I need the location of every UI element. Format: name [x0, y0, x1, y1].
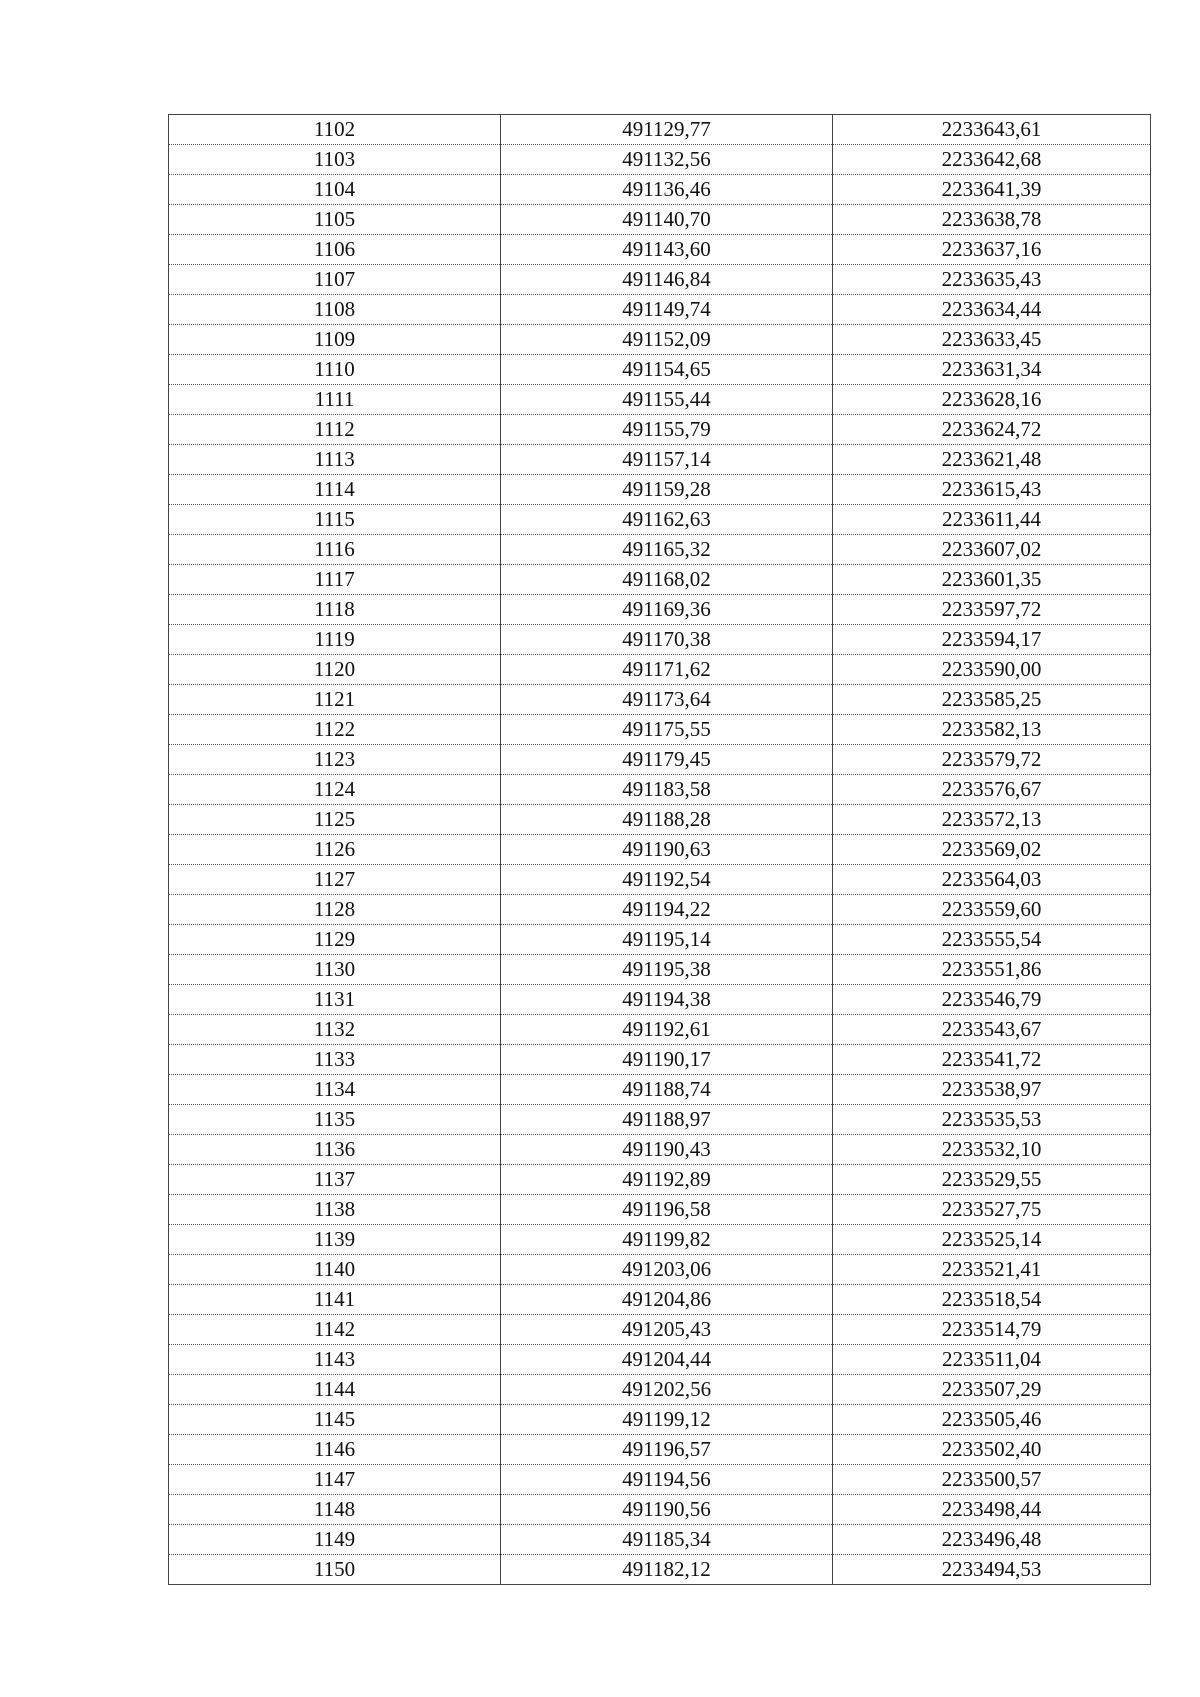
y-coordinate-cell: 2233494,53: [833, 1555, 1151, 1585]
table-row: [169, 775, 1151, 805]
y-coordinate-cell: 2233576,67: [833, 775, 1151, 805]
y-coordinate-cell: 2233555,54: [833, 925, 1151, 955]
point-number-cell: 1114: [169, 475, 501, 505]
point-number-cell: 1126: [169, 835, 501, 865]
table-row: [169, 625, 1151, 655]
table-row: [169, 1345, 1151, 1375]
x-coordinate-cell: 491195,14: [501, 925, 833, 955]
y-coordinate-cell: 2233637,16: [833, 235, 1151, 265]
x-coordinate-cell: 491192,54: [501, 865, 833, 895]
table-row: [169, 925, 1151, 955]
y-coordinate-cell: 2233502,40: [833, 1435, 1151, 1465]
table-row: [169, 1255, 1151, 1285]
table-row: [169, 1105, 1151, 1135]
y-coordinate-cell: 2233641,39: [833, 175, 1151, 205]
table-row: [169, 1495, 1151, 1525]
x-coordinate-cell: 491192,89: [501, 1165, 833, 1195]
x-coordinate-cell: 491202,56: [501, 1375, 833, 1405]
table-row: [169, 1045, 1151, 1075]
y-coordinate-cell: 2233601,35: [833, 565, 1151, 595]
point-number-cell: 1146: [169, 1435, 501, 1465]
point-number-cell: 1112: [169, 415, 501, 445]
y-coordinate-cell: 2233518,54: [833, 1285, 1151, 1315]
x-coordinate-cell: 491155,44: [501, 385, 833, 415]
point-number-cell: 1111: [169, 385, 501, 415]
point-number-cell: 1106: [169, 235, 501, 265]
x-coordinate-cell: 491199,12: [501, 1405, 833, 1435]
y-coordinate-cell: 2233607,02: [833, 535, 1151, 565]
x-coordinate-cell: 491194,38: [501, 985, 833, 1015]
x-coordinate-cell: 491162,63: [501, 505, 833, 535]
y-coordinate-cell: 2233590,00: [833, 655, 1151, 685]
y-coordinate-cell: 2233532,10: [833, 1135, 1151, 1165]
x-coordinate-cell: 491194,22: [501, 895, 833, 925]
point-number-cell: 1137: [169, 1165, 501, 1195]
table-row: [169, 1525, 1151, 1555]
point-number-cell: 1116: [169, 535, 501, 565]
x-coordinate-cell: 491175,55: [501, 715, 833, 745]
point-number-cell: 1115: [169, 505, 501, 535]
y-coordinate-cell: 2233611,44: [833, 505, 1151, 535]
point-number-cell: 1102: [169, 115, 501, 145]
point-number-cell: 1110: [169, 355, 501, 385]
table-row: [169, 1165, 1151, 1195]
y-coordinate-cell: 2233527,75: [833, 1195, 1151, 1225]
y-coordinate-cell: 2233541,72: [833, 1045, 1151, 1075]
point-number-cell: 1135: [169, 1105, 501, 1135]
x-coordinate-cell: 491205,43: [501, 1315, 833, 1345]
y-coordinate-cell: 2233643,61: [833, 115, 1151, 145]
y-coordinate-cell: 2233633,45: [833, 325, 1151, 355]
y-coordinate-cell: 2233496,48: [833, 1525, 1151, 1555]
point-number-cell: 1142: [169, 1315, 501, 1345]
point-number-cell: 1140: [169, 1255, 501, 1285]
x-coordinate-cell: 491190,17: [501, 1045, 833, 1075]
point-number-cell: 1132: [169, 1015, 501, 1045]
x-coordinate-cell: 491182,12: [501, 1555, 833, 1585]
point-number-cell: 1128: [169, 895, 501, 925]
point-number-cell: 1147: [169, 1465, 501, 1495]
point-number-cell: 1129: [169, 925, 501, 955]
point-number-cell: 1108: [169, 295, 501, 325]
table-row: [169, 1375, 1151, 1405]
y-coordinate-cell: 2233634,44: [833, 295, 1151, 325]
table-row: [169, 445, 1151, 475]
table-row: [169, 115, 1151, 145]
x-coordinate-cell: 491196,58: [501, 1195, 833, 1225]
table-row: [169, 865, 1151, 895]
x-coordinate-cell: 491146,84: [501, 265, 833, 295]
point-number-cell: 1149: [169, 1525, 501, 1555]
y-coordinate-cell: 2233594,17: [833, 625, 1151, 655]
table-row: [169, 1405, 1151, 1435]
table-row: [169, 685, 1151, 715]
table-row: [169, 1465, 1151, 1495]
table-row: [169, 535, 1151, 565]
table-row: [169, 1285, 1151, 1315]
x-coordinate-cell: 491136,46: [501, 175, 833, 205]
point-number-cell: 1130: [169, 955, 501, 985]
x-coordinate-cell: 491154,65: [501, 355, 833, 385]
point-number-cell: 1144: [169, 1375, 501, 1405]
table-row: [169, 835, 1151, 865]
table-row: [169, 145, 1151, 175]
point-number-cell: 1143: [169, 1345, 501, 1375]
point-number-cell: 1107: [169, 265, 501, 295]
x-coordinate-cell: 491183,58: [501, 775, 833, 805]
table-row: [169, 715, 1151, 745]
y-coordinate-cell: 2233546,79: [833, 985, 1151, 1015]
y-coordinate-cell: 2233642,68: [833, 145, 1151, 175]
x-coordinate-cell: 491194,56: [501, 1465, 833, 1495]
point-number-cell: 1119: [169, 625, 501, 655]
x-coordinate-cell: 491190,63: [501, 835, 833, 865]
point-number-cell: 1133: [169, 1045, 501, 1075]
point-number-cell: 1150: [169, 1555, 501, 1585]
table-row: [169, 895, 1151, 925]
point-number-cell: 1138: [169, 1195, 501, 1225]
table-row: [169, 505, 1151, 535]
x-coordinate-cell: 491196,57: [501, 1435, 833, 1465]
y-coordinate-cell: 2233535,53: [833, 1105, 1151, 1135]
x-coordinate-cell: 491192,61: [501, 1015, 833, 1045]
table-row: [169, 805, 1151, 835]
coordinates-table: [168, 114, 1151, 1585]
y-coordinate-cell: 2233615,43: [833, 475, 1151, 505]
x-coordinate-cell: 491132,56: [501, 145, 833, 175]
x-coordinate-cell: 491171,62: [501, 655, 833, 685]
x-coordinate-cell: 491165,32: [501, 535, 833, 565]
x-coordinate-cell: 491173,64: [501, 685, 833, 715]
x-coordinate-cell: 491155,79: [501, 415, 833, 445]
y-coordinate-cell: 2233582,13: [833, 715, 1151, 745]
table-row: [169, 385, 1151, 415]
table-row: [169, 1435, 1151, 1465]
y-coordinate-cell: 2233628,16: [833, 385, 1151, 415]
table-row: [169, 175, 1151, 205]
x-coordinate-cell: 491159,28: [501, 475, 833, 505]
y-coordinate-cell: 2233631,34: [833, 355, 1151, 385]
x-coordinate-cell: 491204,44: [501, 1345, 833, 1375]
table-row: [169, 595, 1151, 625]
x-coordinate-cell: 491199,82: [501, 1225, 833, 1255]
y-coordinate-cell: 2233572,13: [833, 805, 1151, 835]
point-number-cell: 1118: [169, 595, 501, 625]
x-coordinate-cell: 491143,60: [501, 235, 833, 265]
point-number-cell: 1139: [169, 1225, 501, 1255]
y-coordinate-cell: 2233500,57: [833, 1465, 1151, 1495]
point-number-cell: 1122: [169, 715, 501, 745]
y-coordinate-cell: 2233511,04: [833, 1345, 1151, 1375]
table-row: [169, 1195, 1151, 1225]
point-number-cell: 1117: [169, 565, 501, 595]
y-coordinate-cell: 2233507,29: [833, 1375, 1151, 1405]
y-coordinate-cell: 2233505,46: [833, 1405, 1151, 1435]
table-row: [169, 1555, 1151, 1585]
table-row: [169, 1315, 1151, 1345]
y-coordinate-cell: 2233543,67: [833, 1015, 1151, 1045]
x-coordinate-cell: 491169,36: [501, 595, 833, 625]
x-coordinate-cell: 491188,28: [501, 805, 833, 835]
table-row: [169, 265, 1151, 295]
table-row: [169, 985, 1151, 1015]
y-coordinate-cell: 2233638,78: [833, 205, 1151, 235]
table-row: [169, 235, 1151, 265]
point-number-cell: 1121: [169, 685, 501, 715]
y-coordinate-cell: 2233551,86: [833, 955, 1151, 985]
point-number-cell: 1136: [169, 1135, 501, 1165]
point-number-cell: 1123: [169, 745, 501, 775]
y-coordinate-cell: 2233569,02: [833, 835, 1151, 865]
table-row: [169, 1135, 1151, 1165]
coordinates-table-body: [169, 115, 1151, 1585]
y-coordinate-cell: 2233597,72: [833, 595, 1151, 625]
x-coordinate-cell: 491170,38: [501, 625, 833, 655]
point-number-cell: 1103: [169, 145, 501, 175]
table-row: [169, 415, 1151, 445]
y-coordinate-cell: 2233514,79: [833, 1315, 1151, 1345]
table-row: [169, 1075, 1151, 1105]
table-row: [169, 1225, 1151, 1255]
x-coordinate-cell: 491204,86: [501, 1285, 833, 1315]
y-coordinate-cell: 2233585,25: [833, 685, 1151, 715]
table-row: [169, 355, 1151, 385]
x-coordinate-cell: 491179,45: [501, 745, 833, 775]
table-row: [169, 745, 1151, 775]
point-number-cell: 1131: [169, 985, 501, 1015]
point-number-cell: 1141: [169, 1285, 501, 1315]
point-number-cell: 1134: [169, 1075, 501, 1105]
x-coordinate-cell: 491185,34: [501, 1525, 833, 1555]
point-number-cell: 1105: [169, 205, 501, 235]
y-coordinate-cell: 2233624,72: [833, 415, 1151, 445]
point-number-cell: 1127: [169, 865, 501, 895]
x-coordinate-cell: 491190,56: [501, 1495, 833, 1525]
x-coordinate-cell: 491140,70: [501, 205, 833, 235]
y-coordinate-cell: 2233559,60: [833, 895, 1151, 925]
point-number-cell: 1125: [169, 805, 501, 835]
y-coordinate-cell: 2233529,55: [833, 1165, 1151, 1195]
point-number-cell: 1124: [169, 775, 501, 805]
point-number-cell: 1113: [169, 445, 501, 475]
y-coordinate-cell: 2233635,43: [833, 265, 1151, 295]
point-number-cell: 1145: [169, 1405, 501, 1435]
x-coordinate-cell: 491188,97: [501, 1105, 833, 1135]
x-coordinate-cell: 491190,43: [501, 1135, 833, 1165]
x-coordinate-cell: 491157,14: [501, 445, 833, 475]
x-coordinate-cell: 491168,02: [501, 565, 833, 595]
y-coordinate-cell: 2233579,72: [833, 745, 1151, 775]
table-row: [169, 475, 1151, 505]
x-coordinate-cell: 491195,38: [501, 955, 833, 985]
point-number-cell: 1148: [169, 1495, 501, 1525]
y-coordinate-cell: 2233525,14: [833, 1225, 1151, 1255]
point-number-cell: 1104: [169, 175, 501, 205]
table-row: [169, 655, 1151, 685]
table-row: [169, 325, 1151, 355]
x-coordinate-cell: 491149,74: [501, 295, 833, 325]
table-row: [169, 205, 1151, 235]
table-row: [169, 955, 1151, 985]
table-row: [169, 295, 1151, 325]
y-coordinate-cell: 2233498,44: [833, 1495, 1151, 1525]
y-coordinate-cell: 2233564,03: [833, 865, 1151, 895]
y-coordinate-cell: 2233538,97: [833, 1075, 1151, 1105]
y-coordinate-cell: 2233521,41: [833, 1255, 1151, 1285]
y-coordinate-cell: 2233621,48: [833, 445, 1151, 475]
x-coordinate-cell: 491152,09: [501, 325, 833, 355]
table-row: [169, 565, 1151, 595]
x-coordinate-cell: 491188,74: [501, 1075, 833, 1105]
point-number-cell: 1109: [169, 325, 501, 355]
x-coordinate-cell: 491203,06: [501, 1255, 833, 1285]
table-row: [169, 1015, 1151, 1045]
x-coordinate-cell: 491129,77: [501, 115, 833, 145]
point-number-cell: 1120: [169, 655, 501, 685]
